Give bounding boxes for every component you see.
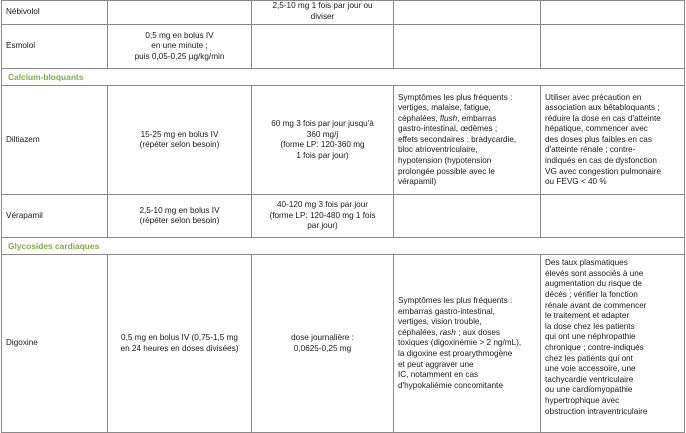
precautions-line: augmentation du risque de <box>545 279 642 289</box>
precautions-line: Des taux plasmatiques <box>545 258 628 268</box>
oral-dose-line: 360 mg/j <box>306 129 339 139</box>
effects-line: Symptômes les plus fréquents : <box>398 296 513 306</box>
precautions-line: la dose chez les patients <box>545 321 635 331</box>
iv-dose-line: puis 0,05-0,25 µg/kg/min <box>134 51 225 61</box>
oral-dose-line: par jour) <box>307 221 338 231</box>
iv-dose-line: en 24 heures en doses divisées) <box>120 343 239 353</box>
effects-line: vérapamil) <box>398 177 437 187</box>
iv-dose-verapamil <box>108 195 252 238</box>
oral-dose-line: 0,0625-0,25 mg <box>293 343 352 353</box>
iv-dose-line: 0,5 mg en bolus IV <box>145 30 214 40</box>
iv-dose-digoxine <box>108 255 252 433</box>
precautions-line: VG avec congestion pulmonaire <box>545 166 662 176</box>
precautions-esmolol <box>541 25 685 69</box>
section-title-calcium-bloquants: Calcium-bloquants <box>2 69 685 86</box>
section-row-glycosides <box>2 238 685 255</box>
effects-line: prolongée possible avec le <box>398 166 495 176</box>
precautions-diltiazem <box>541 86 685 195</box>
section-row-calcium <box>2 69 685 86</box>
table-row-verapamil <box>2 195 685 238</box>
precautions-line: rénale avant de commencer <box>545 300 647 310</box>
iv-dose-line: 2,5-10 mg en bolus IV <box>139 205 220 215</box>
oral-dose-line: dose journalière : <box>291 333 354 343</box>
oral-dose-nebivolol <box>252 1 394 25</box>
precautions-line: chronique ; contre-indiqués <box>545 342 644 352</box>
iv-dose-diltiazem <box>108 86 252 195</box>
effects-line: vertiges, malaise, fatigue, <box>398 103 491 113</box>
drug-table <box>1 0 685 433</box>
oral-dose-line: (forme LP: 120-360 mg <box>280 140 365 150</box>
drug-name-diltiazem: Diltiazem <box>2 86 108 195</box>
iv-dose-esmolol <box>108 25 252 69</box>
effects-line: céphalées, flush, embarras <box>398 113 497 123</box>
precautions-line: association aux bêtabloquants ; <box>545 103 660 113</box>
oral-dose-line: 40-120 mg 3 fois par jour <box>276 200 369 210</box>
oral-dose-line: 60 mg 3 fois par jour jusqu'à <box>271 119 374 128</box>
precautions-nebivolol <box>541 1 685 25</box>
oral-dose-diltiazem <box>252 86 394 195</box>
effects-verapamil <box>394 195 541 238</box>
precautions-line: hépatique, commencer avec <box>545 124 648 134</box>
effects-line: d'hypokaliémie concomitante <box>398 380 503 390</box>
effects-line: effets secondaires : bradycardie, <box>398 134 517 144</box>
effects-esmolol <box>394 25 541 69</box>
iv-dose-line: (répéter selon besoin) <box>139 140 220 150</box>
effects-line: bloc atrioventriculaire, <box>398 145 478 155</box>
italic-term: flush <box>439 113 458 123</box>
precautions-line: chez les patients qui ont <box>545 353 633 363</box>
precautions-line: tachycardie ventriculaire <box>545 374 634 384</box>
table-row-diltiazem <box>2 86 685 195</box>
oral-dose-line: 1 fois par jour) <box>296 150 349 160</box>
precautions-line: ou une cardiomyopathie <box>545 385 633 395</box>
precautions-line: une voie accessoire, une <box>545 364 636 374</box>
oral-dose-line: 2,5-10 mg 1 fois par jour ou <box>272 1 373 10</box>
effects-line: Symptômes les plus fréquents : <box>398 92 513 102</box>
italic-term: rash <box>439 327 456 337</box>
section-title-glycosides-cardiaques: Glycosides cardiaques <box>2 238 685 255</box>
effects-digoxine <box>394 255 541 433</box>
oral-dose-line: diviser <box>310 11 335 21</box>
precautions-line: d'atteinte rénale ; contre- <box>545 145 636 155</box>
precautions-line: ou FEVG < 40 % <box>545 177 607 187</box>
precautions-verapamil <box>541 195 685 238</box>
effects-line: gastro-intestinal, œdèmes ; <box>398 124 498 134</box>
effects-line: vertiges, vision trouble, <box>398 317 482 327</box>
precautions-line: le traitement et adapter <box>545 311 630 321</box>
oral-dose-esmolol <box>252 25 394 69</box>
effects-diltiazem <box>394 86 541 195</box>
precautions-line: des doses plus faibles en cas <box>545 134 652 144</box>
effects-line: IC, notamment en cas <box>398 370 479 380</box>
drug-name-esmolol: Esmolol <box>2 25 108 69</box>
precautions-line: qui ont une néphropathie <box>545 332 636 342</box>
table-row-digoxine <box>2 255 685 433</box>
iv-dose-line: 0,5 mg en bolus IV (0,75-1,5 mg <box>121 333 238 343</box>
iv-dose-nebivolol <box>108 1 252 25</box>
drug-name-digoxine: Digoxine <box>2 255 108 433</box>
precautions-line: indiqués en cas de dysfonction <box>545 156 657 166</box>
effects-line: hypotension (hypotension <box>398 156 492 166</box>
oral-dose-line: (forme LP: 120-480 mg 1 fois <box>269 210 376 220</box>
effects-line: toxiques (digoxinémie > 2 ng/mL), <box>398 338 522 348</box>
precautions-line: hypertrophique avec <box>545 395 620 405</box>
iv-dose-line: (répéter selon besoin) <box>139 216 220 226</box>
iv-dose-line: en une minute ; <box>151 41 208 51</box>
effects-line: embarras gastro-intestinal, <box>398 306 495 316</box>
precautions-line: réduire la dose en cas d'atteinte <box>545 113 661 123</box>
table-row-nebivolol <box>2 1 685 25</box>
precautions-line: Utiliser avec précaution en <box>545 92 642 102</box>
precautions-line: élevés sont associés à une <box>545 268 644 278</box>
oral-dose-verapamil <box>252 195 394 238</box>
precautions-digoxine <box>541 255 685 433</box>
table-row-esmolol <box>2 25 685 69</box>
effects-line: céphalées, rash ; aux doses <box>398 327 500 337</box>
precautions-line: obstruction intraventriculaire <box>545 406 648 416</box>
effects-line: et peut aggraver une <box>398 359 474 369</box>
drug-name-nebivolol: Nébivolol <box>2 1 108 25</box>
iv-dose-line: 15-25 mg en bolus IV <box>140 129 219 139</box>
precautions-line: décès ; vérifier la fonction <box>545 289 638 299</box>
drug-name-verapamil: Vérapamil <box>2 195 108 238</box>
oral-dose-digoxine <box>252 255 394 433</box>
effects-line: la digoxine est proarythmogène <box>398 348 513 358</box>
effects-nebivolol <box>394 1 541 25</box>
